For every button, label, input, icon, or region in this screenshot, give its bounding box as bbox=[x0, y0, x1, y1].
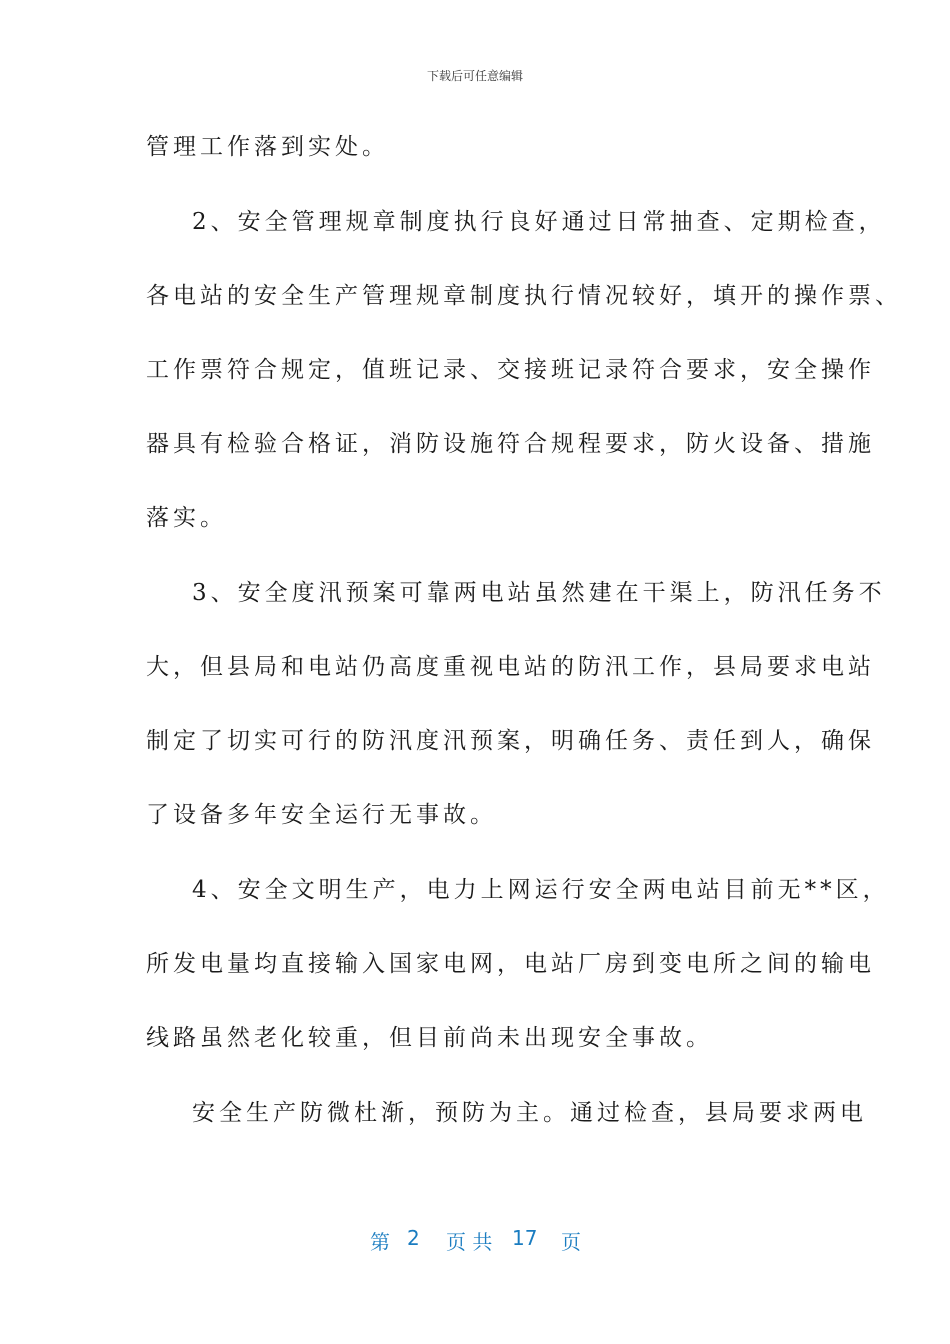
paragraph-line: 3、安全度汛预案可靠两电站虽然建在干渠上，防汛任务不 bbox=[192, 580, 886, 606]
page-footer bbox=[0, 1226, 950, 1254]
footer-ye: 页 bbox=[561, 1230, 581, 1254]
paragraph-line: 管理工作落到实处。 bbox=[146, 134, 389, 160]
paragraph-line: 了设备多年安全运行无事故。 bbox=[146, 802, 497, 828]
footer-di: 第 bbox=[370, 1230, 390, 1254]
paragraph-line: 落实。 bbox=[146, 505, 227, 531]
paragraph-line: 工作票符合规定，值班记录、交接班记录符合要求，安全操作 bbox=[146, 357, 875, 383]
paragraph-line: 线路虽然老化较重，但目前尚未出现安全事故。 bbox=[146, 1025, 713, 1051]
paragraph-line: 制定了切实可行的防汛度汛预案，明确任务、责任到人，确保 bbox=[146, 728, 875, 754]
paragraph-line: 所发电量均直接输入国家电网，电站厂房到变电所之间的输电 bbox=[146, 951, 875, 977]
footer-page-num: 2 bbox=[407, 1226, 420, 1250]
paragraph-line: 4、安全文明生产，电力上网运行安全两电站目前无**区， bbox=[192, 877, 890, 903]
paragraph-line: 大，但县局和电站仍高度重视电站的防汛工作，县局要求电站 bbox=[146, 654, 875, 680]
header-note: 下载后可任意编辑 bbox=[426, 69, 523, 83]
paragraph-line: 各电站的安全生产管理规章制度执行情况较好，填开的操作票、 bbox=[146, 283, 902, 309]
paragraph-line: 安全生产防微杜渐，预防为主。通过检查，县局要求两电 bbox=[192, 1100, 867, 1126]
paragraph-line: 2、安全管理规章制度执行良好通过日常抽查、定期检查， bbox=[192, 209, 886, 235]
paragraph-line: 器具有检验合格证，消防设施符合规程要求，防火设备、措施 bbox=[146, 431, 875, 457]
footer-total: 17 bbox=[512, 1226, 538, 1250]
footer-ye-gong: 页 共 bbox=[446, 1230, 493, 1254]
